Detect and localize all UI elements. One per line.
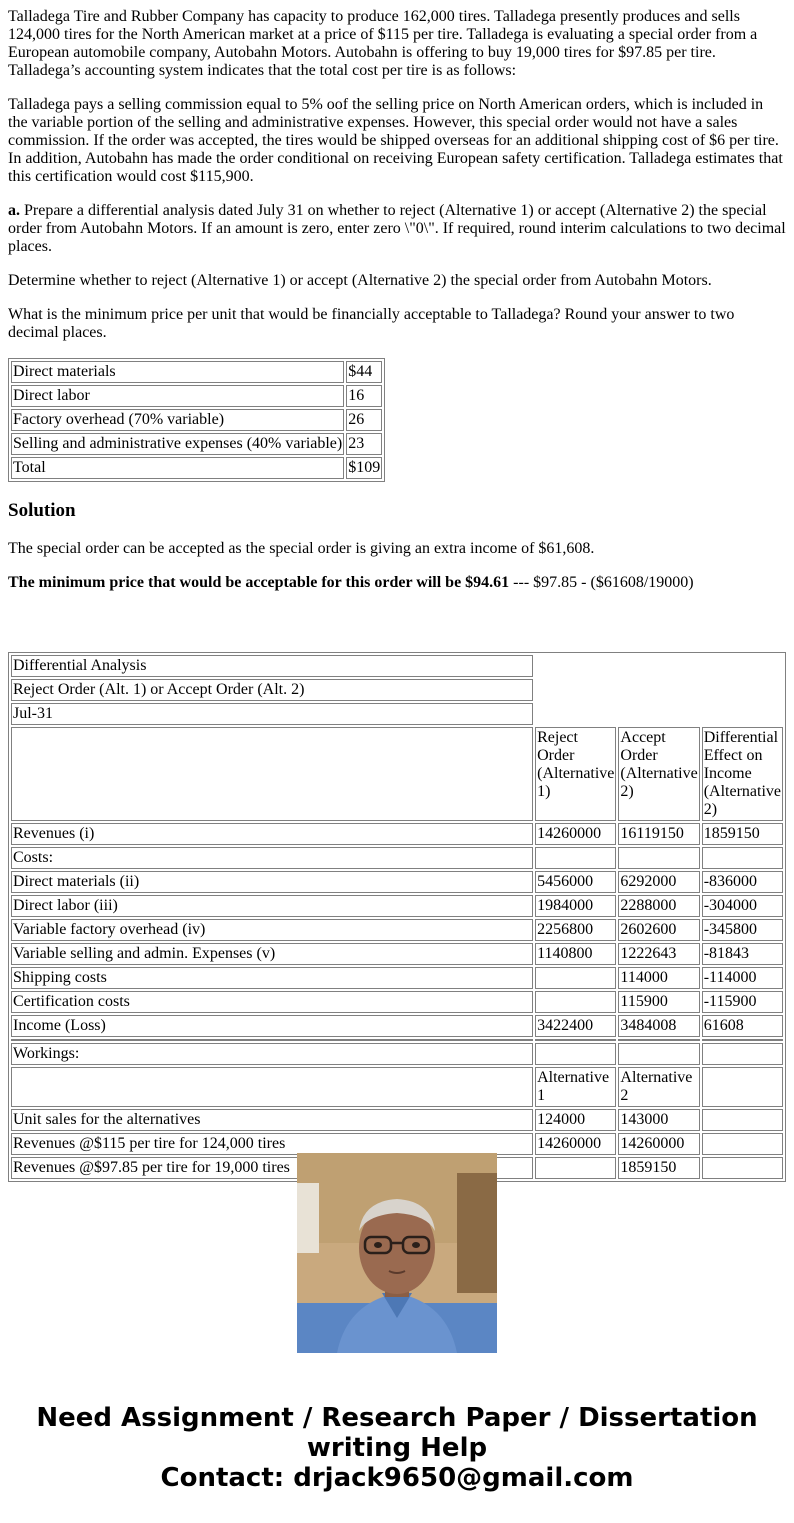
cell-alt1: 1984000 xyxy=(535,895,616,917)
column-header-differential: Differential Effect on Income (Alternative 2) xyxy=(702,727,783,821)
banner-contact-line: Contact: drjack9650@gmail.com xyxy=(160,1463,634,1493)
banner-line-2: writing Help xyxy=(306,1433,488,1463)
cell-alt2: 1859150 xyxy=(618,1157,699,1179)
cell-alt2: 2288000 xyxy=(618,895,699,917)
table-row xyxy=(11,943,783,965)
table-row xyxy=(11,1067,783,1107)
cell-alt1: 5456000 xyxy=(535,871,616,893)
table-row xyxy=(11,1039,783,1041)
workings-alt1-header: Alternative 1 xyxy=(535,1067,616,1107)
analysis-date: Jul-31 xyxy=(11,703,533,725)
cost-value: $109 xyxy=(346,457,382,479)
workings-label: Workings: xyxy=(11,1043,533,1065)
part-a-text: Prepare a differential analysis dated July 31 on whether to reject (Alternative 1) or accept (Alternative 2) the special order from Autobahn Motors. If an amount is zero, enter zero \"0\". If required, round interim calculations to two decimal places. xyxy=(8,202,786,255)
row-label: Income (Loss) xyxy=(11,1015,533,1037)
table-row xyxy=(11,727,783,821)
cell-alt1 xyxy=(535,847,616,869)
differential-analysis-table xyxy=(8,652,786,1182)
cell-diff: 61608 xyxy=(702,1015,783,1037)
column-header-reject: Reject Order (Alternative 1) xyxy=(535,727,616,821)
author-portrait-photo xyxy=(297,1153,497,1353)
table-row xyxy=(11,919,783,941)
cost-item: Direct labor xyxy=(11,385,344,407)
table-row xyxy=(11,409,382,431)
table-row xyxy=(11,1133,783,1155)
table-row xyxy=(11,847,783,869)
problem-commission: Talladega pays a selling commission equal to 5% oof the selling price on North American orders, which is included in the variable portion of the selling and administrative expenses. However, this special order would not have a sales commission. If the order was accepted, the tires would be shipped overseas for an additional shipping cost of $6 per tire. In addition, Autobahn has made the order conditional on receiving European safety certification. Talladega estimates that this certification would cost $115,900. xyxy=(8,96,783,185)
analysis-title: Differential Analysis xyxy=(11,655,533,677)
cell-diff xyxy=(702,1109,783,1131)
cost-value: 23 xyxy=(346,433,382,455)
cell-alt2 xyxy=(618,847,699,869)
table-row xyxy=(11,1015,783,1037)
cell-alt1 xyxy=(535,1157,616,1179)
table-row xyxy=(11,1109,783,1131)
contact-banner xyxy=(0,1403,794,1493)
cell-alt1: 3422400 xyxy=(535,1015,616,1037)
cell-diff: -345800 xyxy=(702,919,783,941)
minimum-price-bold: The minimum price that would be acceptable for this order will be $94.61 xyxy=(8,574,510,591)
problem-minimum-question: What is the minimum price per unit that would be financially acceptable to Talladega? Round your answer to two decimal places. xyxy=(8,306,735,341)
cell-alt2: 114000 xyxy=(618,967,699,989)
banner-line-1: Need Assignment / Research Paper / Dissertation xyxy=(36,1403,758,1433)
analysis-container xyxy=(8,652,786,1176)
table-row xyxy=(11,871,783,893)
cell-alt2: 2602600 xyxy=(618,919,699,941)
cell-diff xyxy=(702,847,783,869)
row-label: Revenues @$115 per tire for 124,000 tires xyxy=(11,1133,533,1155)
row-label: Direct materials (ii) xyxy=(11,871,533,893)
part-a-label: a. xyxy=(8,202,20,219)
cost-value: 16 xyxy=(346,385,382,407)
cell-alt2: 3484008 xyxy=(618,1015,699,1037)
cell-alt1: 1140800 xyxy=(535,943,616,965)
cost-item: Factory overhead (70% variable) xyxy=(11,409,344,431)
cell-diff: -836000 xyxy=(702,871,783,893)
author-avatar xyxy=(297,1153,497,1353)
cell-alt2: 16119150 xyxy=(618,823,699,845)
cell-alt1: 124000 xyxy=(535,1109,616,1131)
row-label: Direct labor (iii) xyxy=(11,895,533,917)
divider-cell xyxy=(11,1039,533,1041)
cost-item: Direct materials xyxy=(11,361,344,383)
cell-alt1 xyxy=(535,991,616,1013)
row-label: Unit sales for the alternatives xyxy=(11,1109,533,1131)
table-row xyxy=(11,385,382,407)
cost-item: Selling and administrative expenses (40% variable) xyxy=(11,433,344,455)
table-row xyxy=(11,703,783,725)
solution-heading: Solution xyxy=(8,500,76,521)
table-row xyxy=(11,1043,783,1065)
cost-item: Total xyxy=(11,457,344,479)
cell-alt2: 14260000 xyxy=(618,1133,699,1155)
solution-minimum-price xyxy=(8,574,786,592)
row-label: Variable selling and admin. Expenses (v) xyxy=(11,943,533,965)
analysis-subtitle: Reject Order (Alt. 1) or Accept Order (Alt. 2) xyxy=(11,679,533,701)
table-row xyxy=(11,361,382,383)
cost-value: 26 xyxy=(346,409,382,431)
table-row xyxy=(11,823,783,845)
row-label: Certification costs xyxy=(11,991,533,1013)
cell-alt1: 14260000 xyxy=(535,823,616,845)
cell-diff: -81843 xyxy=(702,943,783,965)
table-row xyxy=(11,679,783,701)
table-row xyxy=(11,655,783,677)
cell-alt2: 6292000 xyxy=(618,871,699,893)
table-row xyxy=(11,433,382,455)
cost-value: $44 xyxy=(346,361,382,383)
table-row xyxy=(11,967,783,989)
cell-alt2: 1222643 xyxy=(618,943,699,965)
cell-alt2: 115900 xyxy=(618,991,699,1013)
row-label: Revenues (i) xyxy=(11,823,533,845)
header-blank xyxy=(11,727,533,821)
table-row xyxy=(11,895,783,917)
cell-alt1 xyxy=(535,967,616,989)
header-blank xyxy=(11,1067,533,1107)
problem-determine: Determine whether to reject (Alternative 1) or accept (Alternative 2) the special order from Autobahn Motors. xyxy=(8,272,712,289)
row-label: Costs: xyxy=(11,847,533,869)
cell-alt2: 143000 xyxy=(618,1109,699,1131)
solution-accept-text: The special order can be accepted as the special order is giving an extra income of $61,608. xyxy=(8,540,595,557)
table-row xyxy=(11,991,783,1013)
cell-alt1: 2256800 xyxy=(535,919,616,941)
minimum-price-calc: --- $97.85 - ($61608/19000) xyxy=(509,574,694,591)
problem-part-a xyxy=(8,202,786,256)
cell-diff: -115900 xyxy=(702,991,783,1013)
workings-alt2-header: Alternative 2 xyxy=(618,1067,699,1107)
cell-diff xyxy=(702,1157,783,1179)
problem-intro: Talladega Tire and Rubber Company has capacity to produce 162,000 tires. Talladega presently produces and sells 124,000 tires for the North American market at a price of $115 per tire. Talladega is evaluating a special order from a European automobile company, Autobahn Motors. Autobahn is offering to buy 19,000 tires for $97.85 per tire. Talladega’s accounting system indicates that the total cost per tire is as follows: xyxy=(8,8,758,79)
cell-diff: -114000 xyxy=(702,967,783,989)
column-header-accept: Accept Order (Alternative 2) xyxy=(618,727,699,821)
cell-diff xyxy=(702,1133,783,1155)
row-label: Shipping costs xyxy=(11,967,533,989)
cell-alt1: 14260000 xyxy=(535,1133,616,1155)
cell-diff: 1859150 xyxy=(702,823,783,845)
row-label: Variable factory overhead (iv) xyxy=(11,919,533,941)
row-label: Revenues @$97.85 per tire for 19,000 tires xyxy=(11,1157,533,1179)
cell-diff: -304000 xyxy=(702,895,783,917)
cost-table xyxy=(8,358,385,482)
table-row xyxy=(11,457,382,479)
